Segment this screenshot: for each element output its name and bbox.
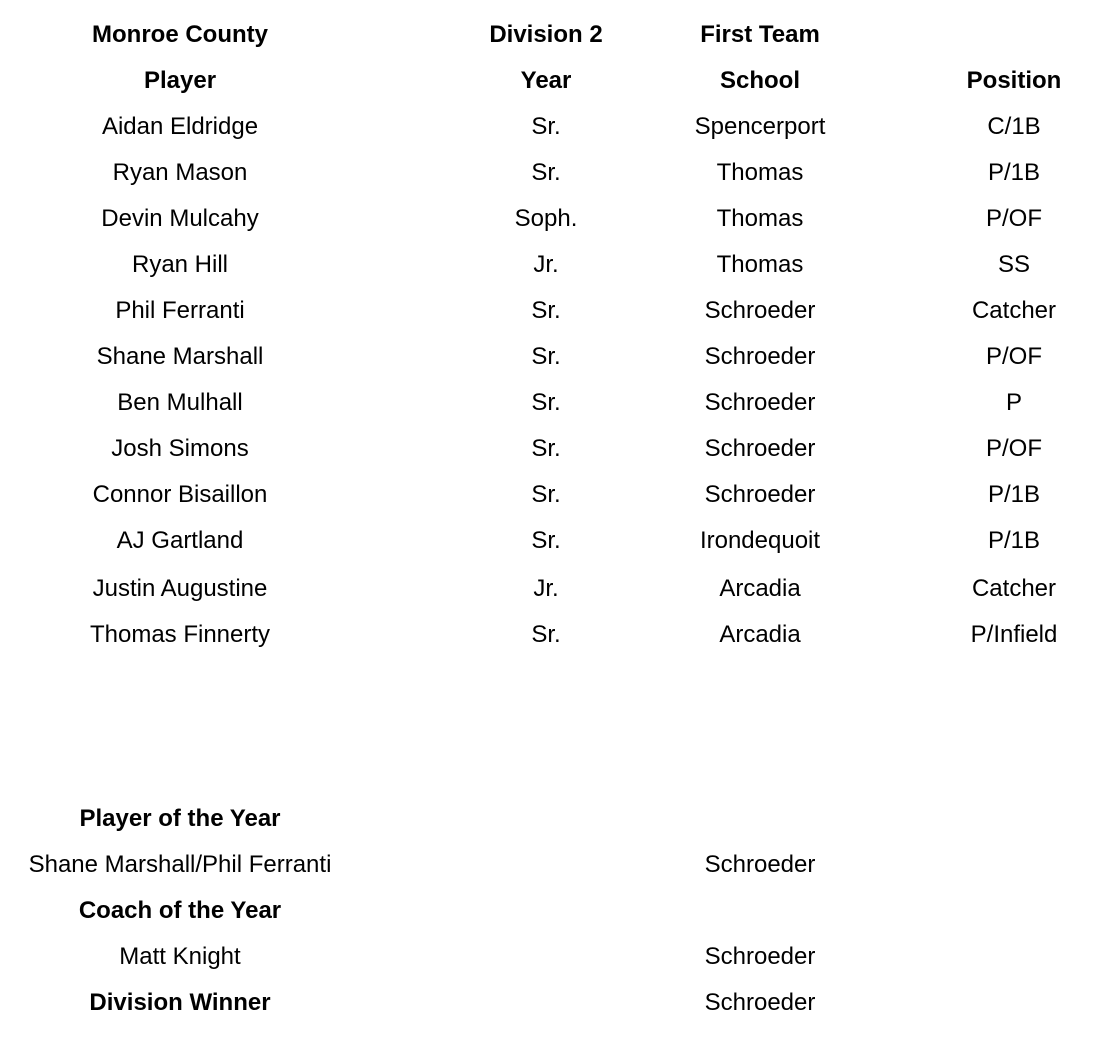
table-row [0,288,1102,334]
player-year: Jr. [533,575,559,602]
division-winner-label: Division Winner [89,989,271,1016]
player-school: Irondequoit [699,527,821,554]
player-name: Ben Mulhall [117,389,243,416]
player-of-year-name: Shane Marshall/Phil Ferranti [28,851,332,878]
player-school: Schroeder [704,343,816,370]
player-name: Shane Marshall [96,343,264,370]
player-school: Arcadia [719,621,801,648]
player-school: Thomas [716,159,804,186]
player-year: Sr. [531,527,561,554]
player-name: Justin Augustine [92,575,268,602]
player-school: Spencerport [694,113,826,140]
player-position: P/OF [985,205,1042,232]
column-header-year: Year [520,67,572,94]
column-header-row [0,58,1102,104]
player-year: Sr. [531,159,561,186]
division-title: Division 2 [489,21,603,48]
player-name: Ryan Hill [131,251,229,278]
award-row-coach-of-year-label [0,888,1102,934]
player-position: P/1B [987,159,1041,186]
player-position: P/1B [987,527,1041,554]
player-year: Sr. [531,343,561,370]
table-row [0,150,1102,196]
player-name: Ryan Mason [112,159,248,186]
player-position: Catcher [971,575,1057,602]
player-school: Schroeder [704,481,816,508]
player-year: Sr. [531,297,561,324]
player-name: Connor Bisaillon [92,481,268,508]
player-year: Jr. [533,251,559,278]
table-row [0,612,1102,658]
column-header-player: Player [143,67,217,94]
player-position: P/OF [985,435,1042,462]
coach-of-year-label: Coach of the Year [78,897,282,924]
player-position: SS [997,251,1030,278]
table-row [0,426,1102,472]
table-row [0,472,1102,518]
table-row [0,242,1102,288]
player-year: Soph. [514,205,578,232]
player-name: AJ Gartland [116,527,244,554]
player-school: Thomas [716,251,804,278]
player-name: Josh Simons [111,435,249,462]
player-school: Schroeder [704,297,816,324]
title-row [0,12,1102,58]
coach-of-year-name: Matt Knight [119,943,241,970]
player-position: P/1B [987,481,1041,508]
player-name: Aidan Eldridge [101,113,259,140]
player-school: Thomas [716,205,804,232]
player-year: Sr. [531,113,561,140]
player-school: Schroeder [704,435,816,462]
player-of-year-label: Player of the Year [79,805,281,832]
column-header-school: School [719,67,800,94]
player-name: Thomas Finnerty [89,621,271,648]
player-year: Sr. [531,435,561,462]
award-row-player-of-year [0,842,1102,888]
table-row [0,518,1102,564]
player-position: P/Infield [970,621,1058,648]
player-position: P/OF [985,343,1042,370]
player-year: Sr. [531,389,561,416]
table-row [0,566,1102,612]
award-row-coach-of-year [0,934,1102,980]
table-row [0,104,1102,150]
player-school: Schroeder [704,389,816,416]
player-position: C/1B [987,113,1041,140]
player-of-year-school: Schroeder [704,851,816,878]
team-title: First Team [700,21,820,48]
player-year: Sr. [531,481,561,508]
player-position: Catcher [971,297,1057,324]
player-name: Devin Mulcahy [101,205,259,232]
award-row-player-of-year-label [0,796,1102,842]
award-row-division-winner [0,980,1102,1026]
division-winner-school: Schroeder [704,989,816,1016]
player-year: Sr. [531,621,561,648]
player-position: P [1005,389,1022,416]
coach-of-year-school: Schroeder [704,943,816,970]
county-title: Monroe County [92,21,268,48]
table-row [0,196,1102,242]
column-header-position: Position [966,67,1062,94]
table-row [0,380,1102,426]
player-school: Arcadia [719,575,801,602]
table-row [0,334,1102,380]
player-name: Phil Ferranti [115,297,245,324]
